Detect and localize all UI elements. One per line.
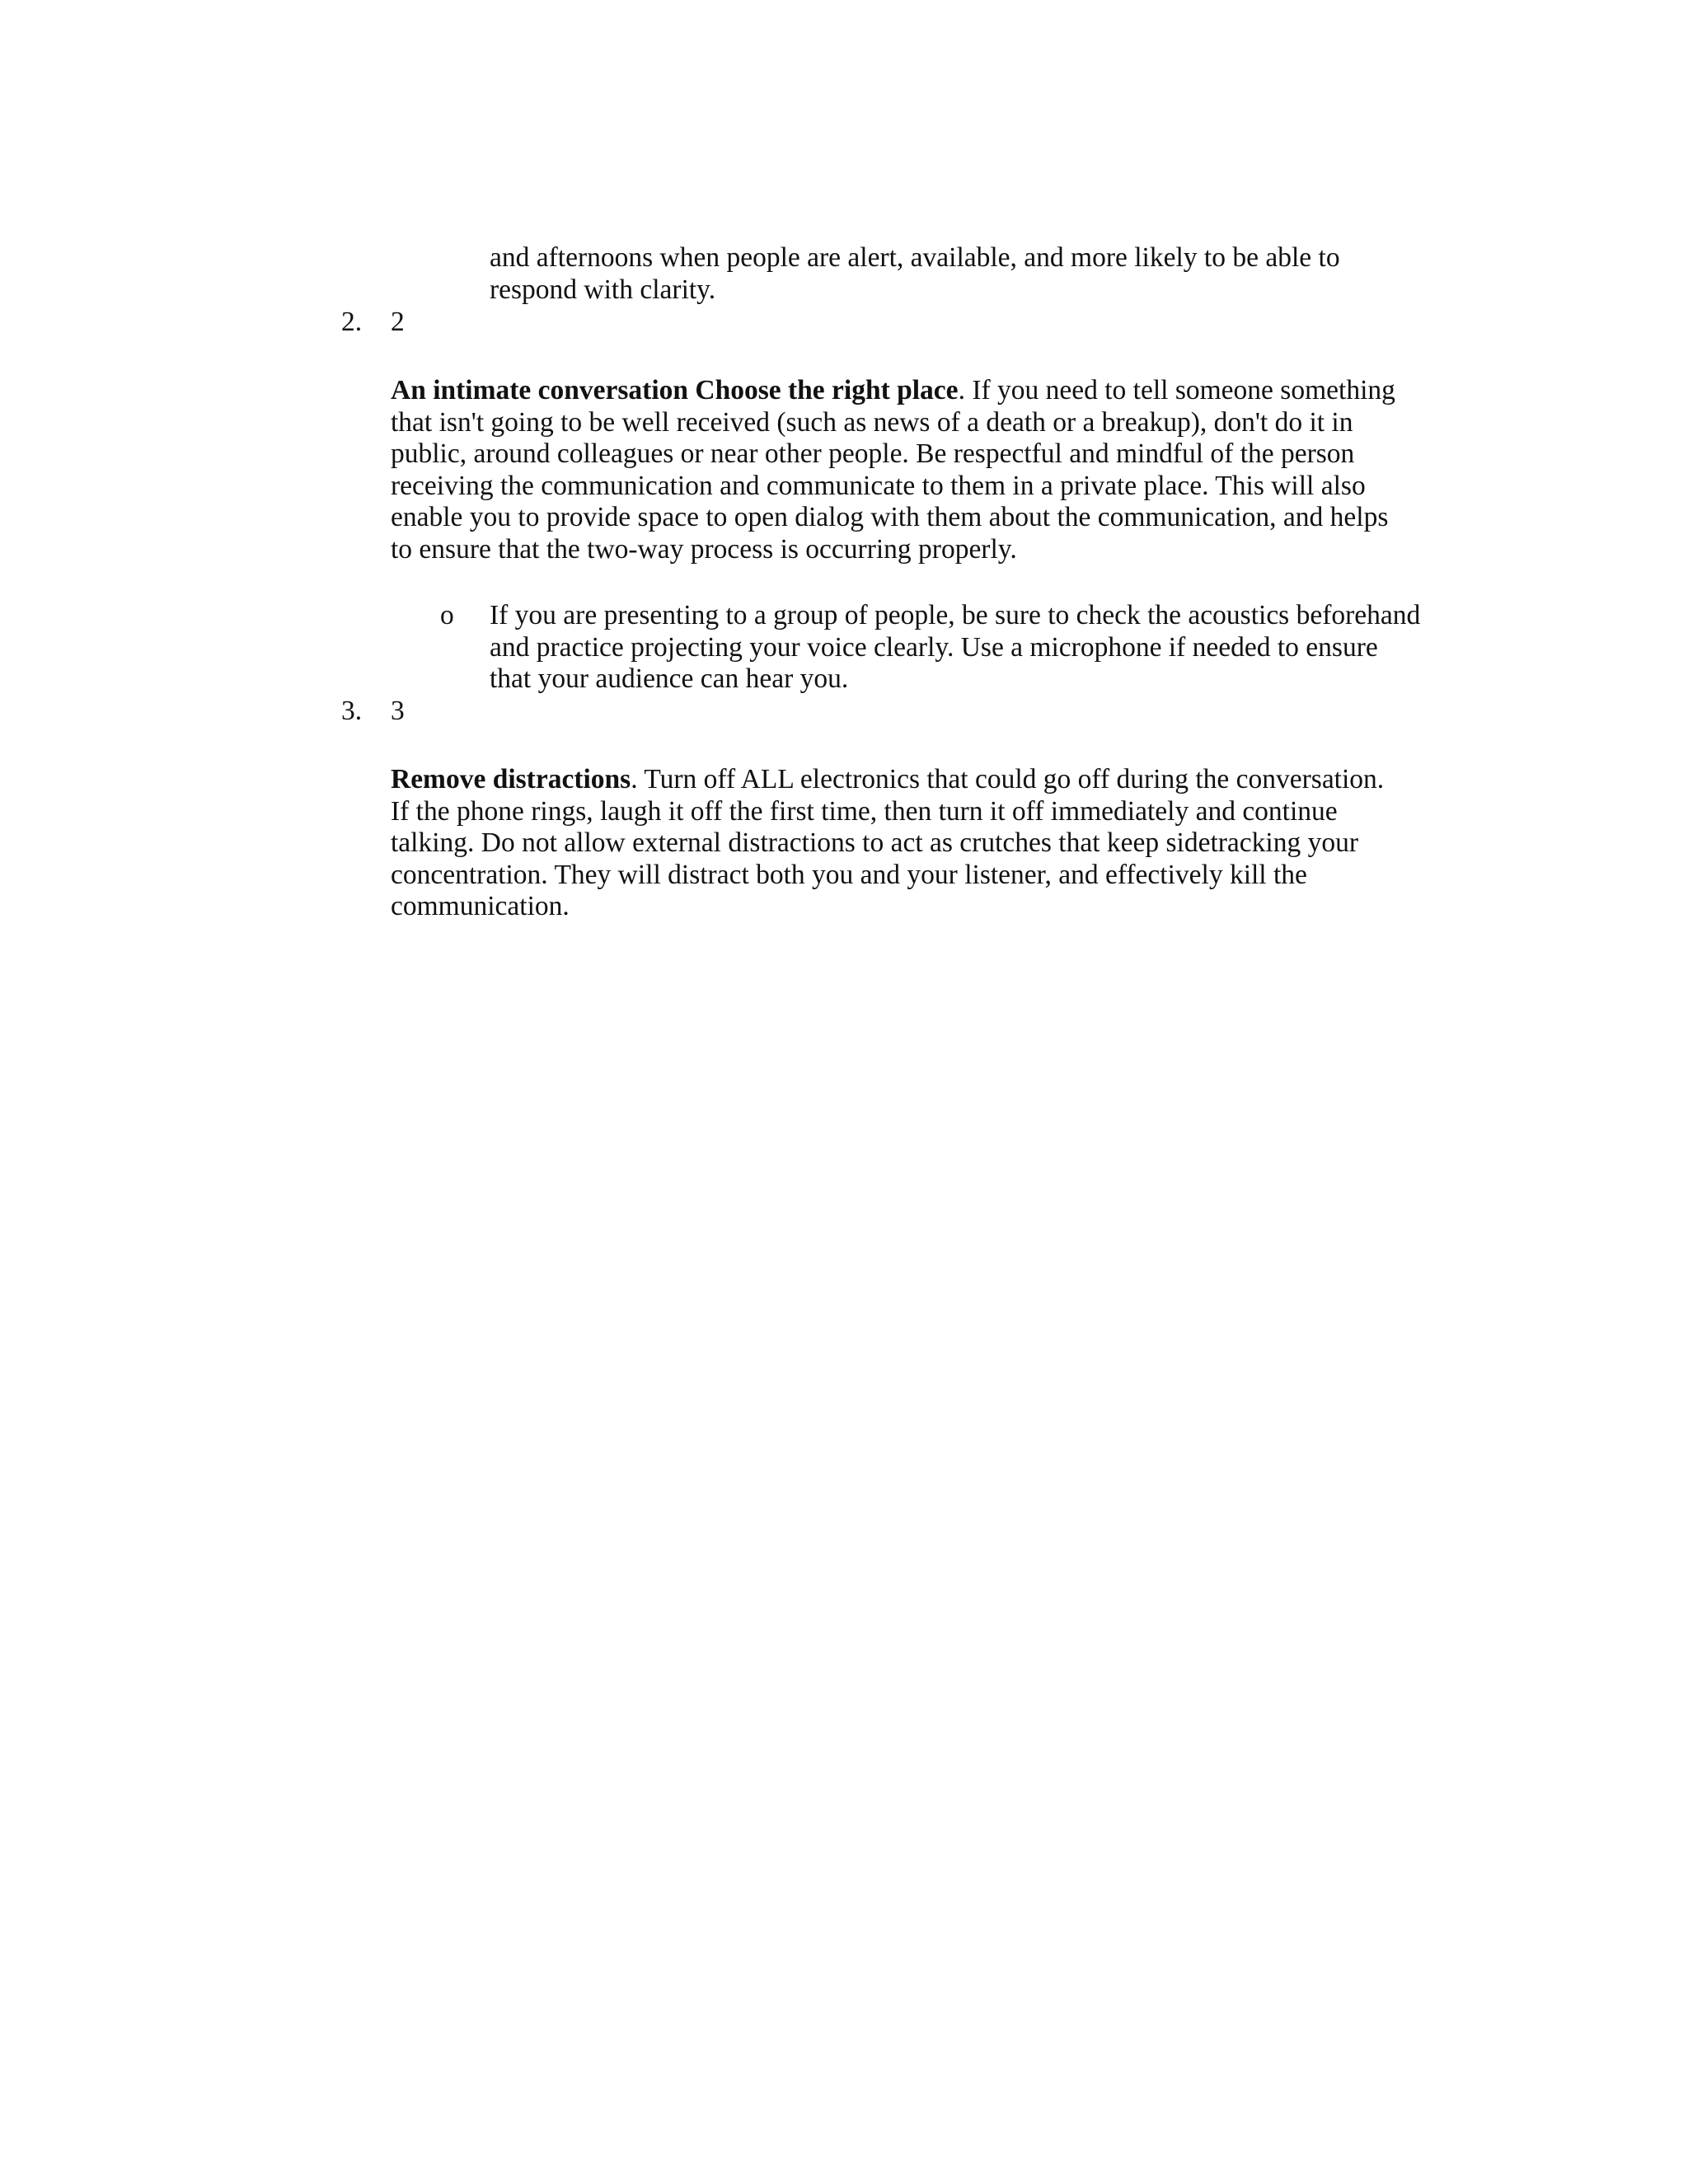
item-2-paragraph [391, 375, 1396, 565]
item-3-paragraph [391, 764, 1396, 923]
sub-bullet-text: If you are presenting to a group of people, be sure to check the acoustics beforehand and practice projecting your voice clearly. Use a microphone if needed to ensure that your audience can hear you. [490, 600, 1421, 694]
list-number-3: 3. [341, 696, 363, 726]
list-label-2: 2 [391, 307, 405, 337]
sub-bullet-marker: o [440, 600, 454, 630]
item-2-heading: An intimate conversation Choose the right place [391, 375, 959, 405]
item-2-body: . If you need to tell someone something that isn't going to be well received (such as news of a death or a breakup), don't do it in public, around colleagues or near other people. Be respectful and mindful of the person receiving the communication and communicate to them in a private place. This will also enable you to provide space to open dialog with them about the communication, and helps to ensure that the two-way process is occurring properly. [391, 375, 1395, 565]
list-label-3: 3 [391, 696, 405, 726]
list-number-2: 2. [341, 307, 363, 337]
continuation-paragraph: and afternoons when people are alert, available, and more likely to be able to respond with clarity. [490, 242, 1340, 305]
item-3-heading: Remove distractions [391, 764, 631, 794]
item-3-body: . Turn off ALL electronics that could go off during the conversation. If the phone rings, laugh it off the first time, then turn it off immediately and continue talking. Do not allow external distractions to act as crutches that keep sidetracking your concentration. They will distract both you and your listener, and effectively kill the communication. [391, 764, 1385, 921]
